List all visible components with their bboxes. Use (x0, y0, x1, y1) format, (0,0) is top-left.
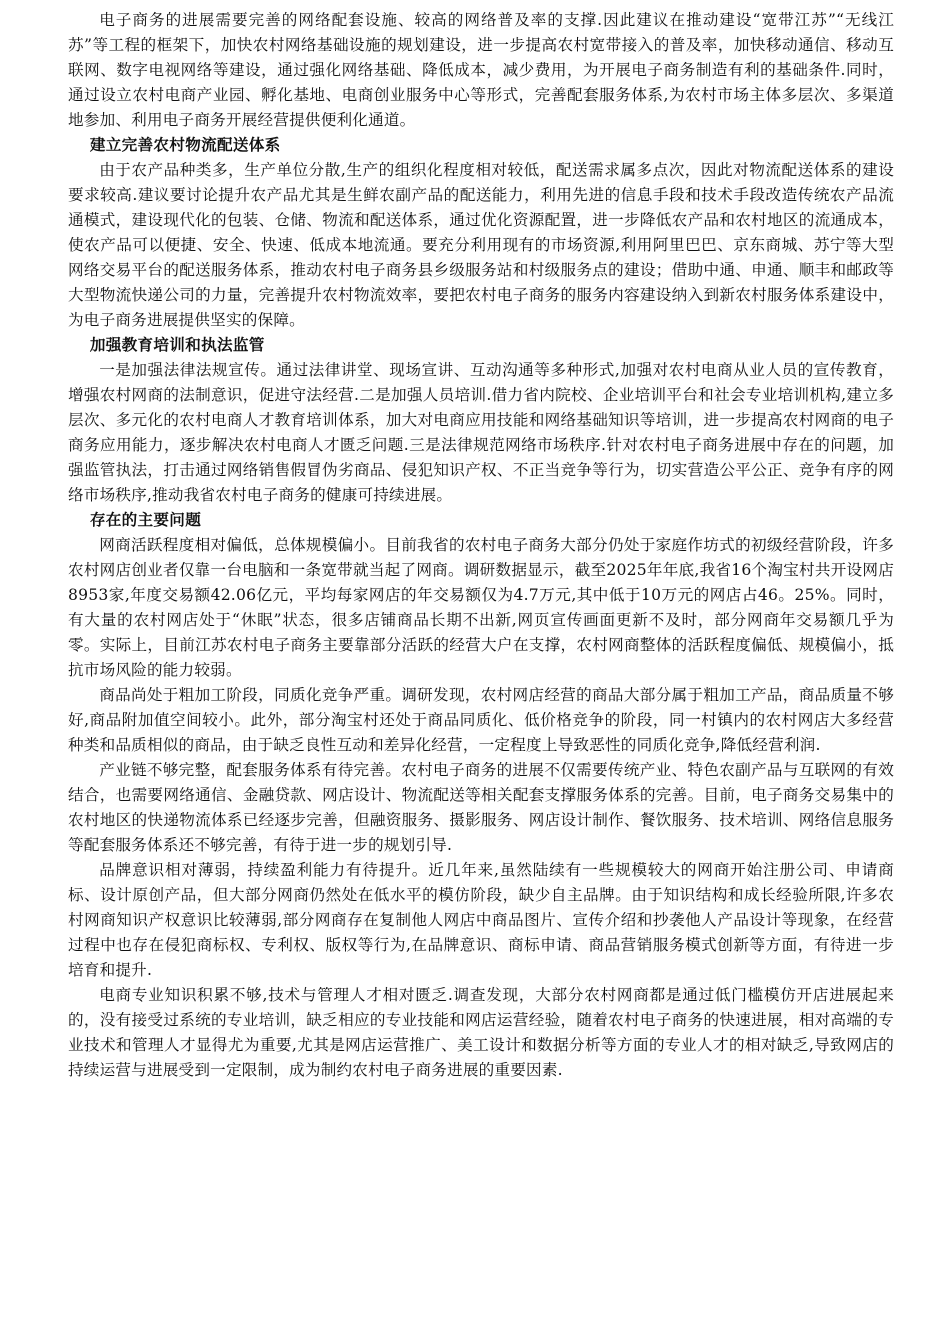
paragraph-brand: 品牌意识相对薄弱，持续盈利能力有待提升。近几年来,虽然陆续有一些规模较大的网商开始注册公司、申请商标、设计原创产品，但大部分网商仍然处在低水平的模仿阶段，缺少自主品牌。由于知识结构和成长经验所限,许多农村网商知识产权意识比较薄弱,部分网商存在复制他人网店中商品图片、宣传介绍和抄袭他人产品设计等现象，在经营过程中也存在侵犯商标权、专利权、版权等行为,在品牌意识、商标申请、商品营销服务模式创新等方面，有待进一步培育和提升. (68, 861, 894, 979)
heading-training: 加强教育培训和执法监管 (89, 336, 265, 354)
paragraph-logistics: 由于农产品种类多，生产单位分散,生产的组织化程度相对较低，配送需求属多点次，因此对物流配送体系的建设要求较高.建议要讨论提升农产品尤其是生鲜农副产品的配送能力，利用先进的信息手段和技术手段改造传统农产品流通模式，建设现代化的包装、仓储、物流和配送体系，通过优化资源配置，进一步降低农产品和农村地区的流通成本，使农产品可以便捷、安全、快速、低成本地流通。要充分利用现有的市场资源,利用阿里巴巴、京东商城、苏宁等大型网络交易平台的配送服务体系，推动农村电子商务县乡级服务站和村级服务点的建设；借助中通、申通、顺丰和邮政等大型物流快递公司的力量，完善提升农村物流效率，要把农村电子商务的服务内容建设纳入到新农村服务体系建设中，为电子商务进展提供坚实的保障。 (68, 161, 894, 329)
paragraph-industry-chain: 产业链不够完整，配套服务体系有待完善。农村电子商务的进展不仅需要传统产业、特色农副产品与互联网的有效结合，也需要网络通信、金融贷款、网店设计、物流配送等相关配套支撑服务体系的完善。目前，电子商务交易集中的农村地区的快递物流体系已经逐步完善，但融资服务、摄影服务、网店设计制作、餐饮服务、技术培训、网络信息服务等配套服务体系还不够完善，有待于进一步的规划引导. (68, 761, 894, 854)
document-page (68, 8, 894, 1083)
heading-problems: 存在的主要问题 (89, 511, 202, 529)
paragraph-homogeneity: 商品尚处于粗加工阶段，同质化竞争严重。调研发现，农村网店经营的商品大部分属于粗加工产品，商品质量不够好,商品附加值空间较小。此外，部分淘宝村还处于商品同质化、低价格竞争的阶段，同一村镇内的农村网店大多经营种类和品质相似的商品，由于缺乏良性互动和差异化经营，一定程度上导致恶性的同质化竞争,降低经营利润. (68, 686, 894, 754)
paragraph-talent: 电商专业知识积累不够,技术与管理人才相对匮乏.调查发现，大部分农村网商都是通过低门槛模仿开店进展起来的，没有接受过系统的专业培训，缺乏相应的专业技能和网店运营经验，随着农村电子商务的快速进展，相对高端的专业技术和管理人才显得尤为重要,尤其是网店运营推广、美工设计和数据分析等方面的专业人才的相对缺乏,导致网店的持续运营与进展受到一定限制，成为制约农村电子商务进展的重要因素. (68, 986, 894, 1079)
paragraph-activity: 网商活跃程度相对偏低，总体规模偏小。目前我省的农村电子商务大部分仍处于家庭作坊式的初级经营阶段，许多农村网店创业者仅靠一台电脑和一条宽带就当起了网商。调研数据显示，截至2025年年底,我省16个淘宝村共开设网店8953家,年度交易额42.06亿元，平均每家网店的年交易额仅为4.7万元,其中低于10万元的网店占46。25%。同时，有大量的农村网店处于“休眠”状态，很多店铺商品长期不出新,网页宣传画面更新不及时，部分网商年交易额几乎为零。实际上，目前江苏农村电子商务主要靠部分活跃的经营大户在支撑，农村网商整体的活跃程度偏低、规模偏小，抵抗市场风险的能力较弱。 (68, 536, 894, 679)
heading-logistics: 建立完善农村物流配送体系 (89, 136, 281, 154)
paragraph-infrastructure: 电子商务的进展需要完善的网络配套设施、较高的网络普及率的支撑.因此建议在推动建设“宽带江苏”“无线江苏”等工程的框架下，加快农村网络基础设施的规划建设，进一步提高农村宽带接入的普及率，加快移动通信、移动互联网、数字电视网络等建设，通过强化网络基础、降低成本，减少费用，为开展电子商务制造有利的基础条件.同时，通过设立农村电商产业园、孵化基地、电商创业服务中心等形式，完善配套服务体系,为农村市场主体多层次、多渠道地参加、利用电子商务开展经营提供便利化通道。 (68, 11, 894, 129)
paragraph-training: 一是加强法律法规宣传。通过法律讲堂、现场宣讲、互动沟通等多种形式,加强对农村电商从业人员的宣传教育，增强农村网商的法制意识，促进守法经营.二是加强人员培训.借力省内院校、企业培训平台和社会专业培训机构,建立多层次、多元化的农村电商人才教育培训体系，加大对电商应用技能和网络基础知识等培训，进一步提高农村网商的电子商务应用能力，逐步解决农村电商人才匮乏问题.三是法律规范网络市场秩序.针对农村电子商务进展中存在的问题，加强监管执法，打击通过网络销售假冒伪劣商品、侵犯知识产权、不正当竞争等行为，切实营造公平公正、竞争有序的网络市场秩序,推动我省农村电子商务的健康可持续进展。 (68, 361, 894, 504)
